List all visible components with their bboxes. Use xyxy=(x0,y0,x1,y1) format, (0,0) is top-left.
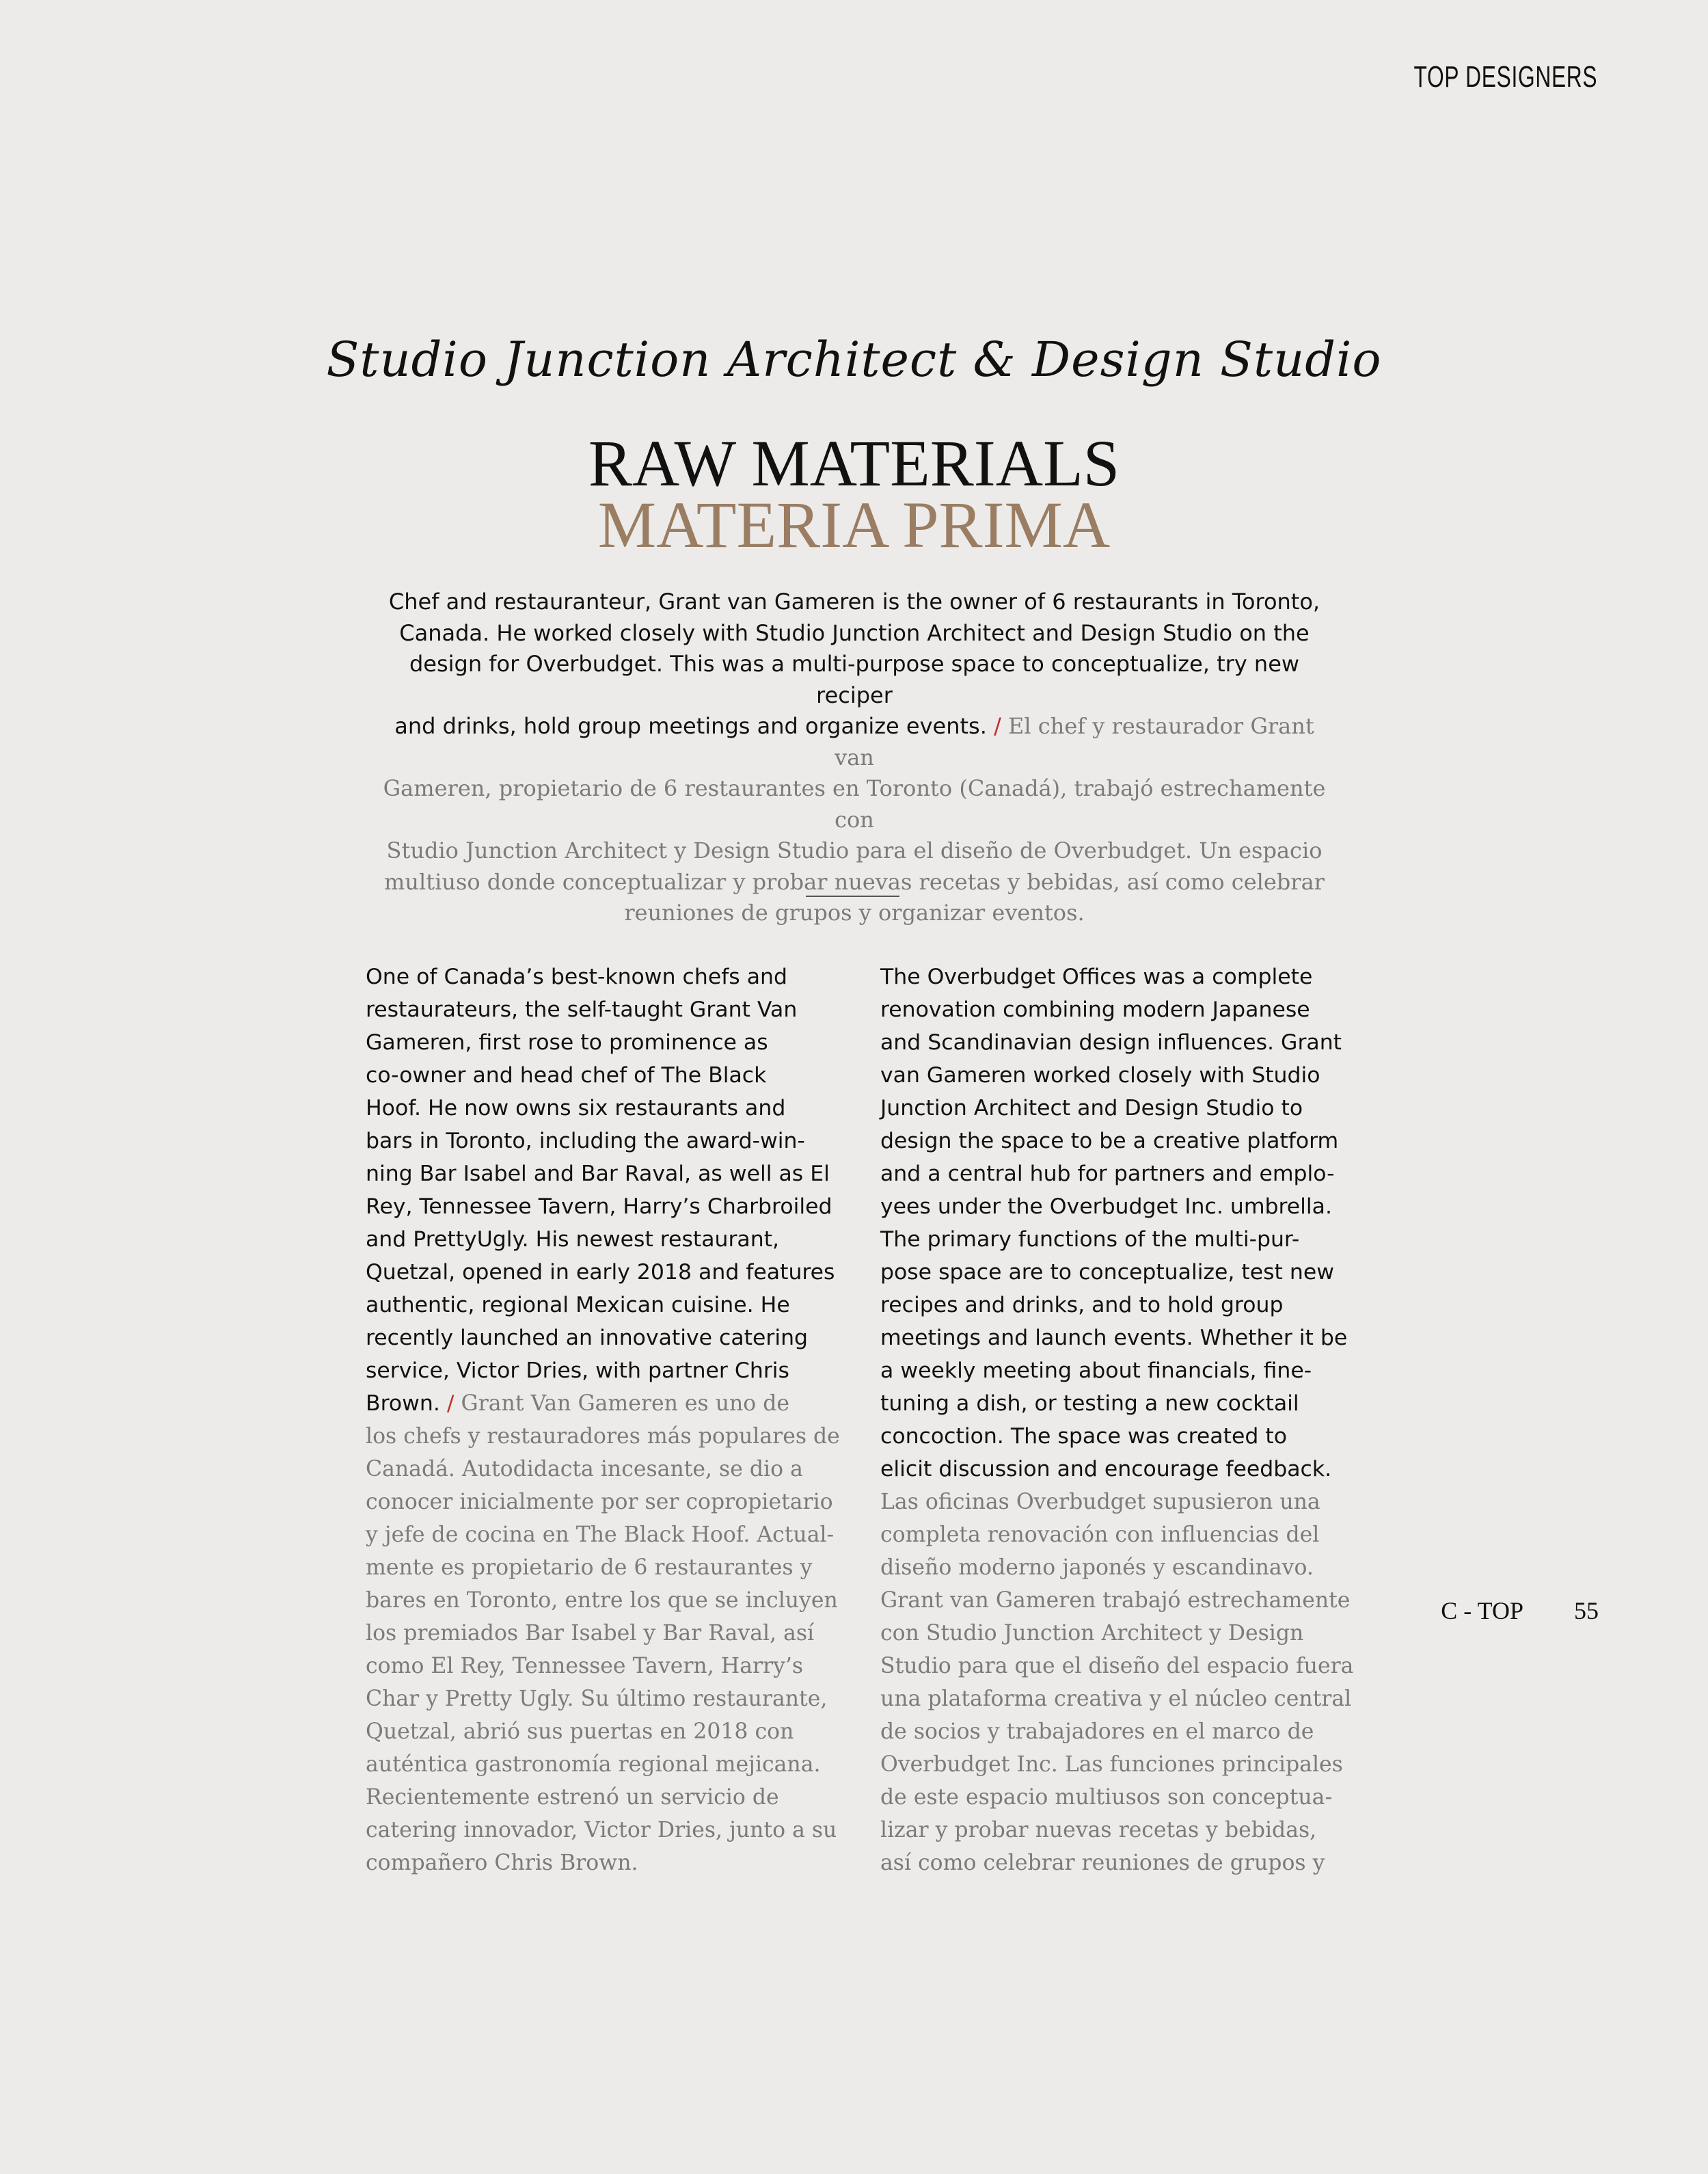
text-line-es: catering innovador, Victor Dries, junto a su xyxy=(366,1818,837,1842)
text-line-es-start: Grant Van Gameren es uno de xyxy=(461,1391,790,1416)
page-number: 55 xyxy=(1574,1597,1599,1624)
text-line-es: Char y Pretty Ugly. Su último restaurante, xyxy=(366,1687,828,1711)
text-line: Gameren, first rose to prominence as xyxy=(366,1030,768,1055)
intro-paragraph xyxy=(379,587,1329,929)
text-line: co-owner and head chef of The Black xyxy=(366,1063,767,1088)
text-line: design the space to be a creative platform xyxy=(880,1129,1339,1153)
text-line-es: conocer inicialmente por ser copropietario xyxy=(366,1490,833,1514)
text-line: and PrettyUgly. His newest restaurant, xyxy=(366,1227,780,1252)
text-line: authentic, regional Mexican cuisine. He xyxy=(366,1293,790,1317)
text-line-es: Grant van Gameren trabajó estrechamente xyxy=(880,1588,1351,1613)
text-line-es: de este espacio multiusos son conceptua- xyxy=(880,1785,1333,1810)
text-line-en-end: Brown. xyxy=(366,1391,440,1416)
intro-line: Canada. He worked closely with Studio Junction Architect and Design Studio on the xyxy=(399,619,1310,646)
language-separator: / xyxy=(446,1391,455,1416)
text-line-es: los premiados Bar Isabel y Bar Raval, así xyxy=(366,1621,815,1646)
intro-line-es: multiuso donde conceptualizar y probar nuevas recetas y bebidas, así como celebrar xyxy=(384,868,1325,895)
text-line-es: diseño moderno japonés y escandinavo. xyxy=(880,1555,1314,1580)
text-line-es: así como celebrar reuniones de grupos y xyxy=(880,1851,1325,1875)
text-line: recipes and drinks, and to hold group xyxy=(880,1293,1284,1317)
text-line: Junction Architect and Design Studio to xyxy=(880,1096,1303,1120)
text-line-es: Studio para que el diseño del espacio fuera xyxy=(880,1654,1354,1678)
text-line: pose space are to conceptualize, test new xyxy=(880,1260,1335,1285)
intro-line-es: Studio Junction Architect y Design Studio para el diseño de Overbudget. Un espacio xyxy=(386,837,1323,863)
text-line-es: Recientemente estrenó un servicio de xyxy=(366,1785,779,1810)
intro-line: Chef and restauranteur, Grant van Gameren is the owner of 6 restaurants in Toronto, xyxy=(388,589,1320,615)
title-spanish: MATERIA PRIMA xyxy=(597,488,1111,561)
text-line-es: auténtica gastronomía regional mejicana. xyxy=(366,1752,821,1777)
text-line-es: Quetzal, abrió sus puertas en 2018 con xyxy=(366,1719,794,1744)
text-line: meetings and launch events. Whether it be xyxy=(880,1326,1348,1350)
divider xyxy=(806,896,899,897)
text-line: recently launched an innovative catering xyxy=(366,1326,809,1350)
intro-line xyxy=(379,711,1329,773)
title-english: RAW MATERIALS xyxy=(588,427,1120,500)
text-line: renovation combining modern Japanese xyxy=(880,997,1310,1022)
text-line: tuning a dish, or testing a new cocktail xyxy=(880,1391,1299,1416)
text-line: elicit discussion and encourage feedback. xyxy=(880,1457,1332,1481)
text-line: Rey, Tennessee Tavern, Harry’s Charbroiled xyxy=(366,1194,832,1219)
intro-line-text: and drinks, hold group meetings and organize events. xyxy=(394,713,987,739)
language-separator: / xyxy=(994,713,1001,739)
text-line-es: Canadá. Autodidacta incesante, se dio a xyxy=(366,1457,803,1481)
body-column-left xyxy=(366,961,840,1879)
text-line: yees under the Overbudget Inc. umbrella. xyxy=(880,1194,1332,1219)
text-line: Quetzal, opened in early 2018 and features xyxy=(366,1260,835,1285)
text-line-es: lizar y probar nuevas recetas y bebidas, xyxy=(880,1818,1317,1842)
text-line-es: Las oficinas Overbudget supusieron una xyxy=(880,1490,1320,1514)
text-line: and Scandinavian design influences. Grant xyxy=(880,1030,1342,1055)
text-line: restaurateurs, the self-taught Grant Van xyxy=(366,997,798,1022)
text-line: The primary functions of the multi-pur- xyxy=(880,1227,1300,1252)
text-line-es: Overbudget Inc. Las funciones principales xyxy=(880,1752,1343,1777)
text-line-es: completa renovación con influencias del xyxy=(880,1522,1320,1547)
text-line-es: mente es propietario de 6 restaurantes y xyxy=(366,1555,813,1580)
text-line-es: bares en Toronto, entre los que se incluyen xyxy=(366,1588,838,1613)
intro-line: design for Overbudget. This was a multi-purpose space to conceptualize, try new reciper xyxy=(409,651,1300,708)
footer-brand: C - TOP xyxy=(1441,1597,1523,1624)
text-line-es: con Studio Junction Architect y Design xyxy=(880,1621,1304,1646)
section-tag: TOP DESIGNERS xyxy=(1413,60,1597,94)
text-line: a weekly meeting about financials, fine- xyxy=(880,1358,1312,1383)
text-line: van Gameren worked closely with Studio xyxy=(880,1063,1320,1088)
text-line-es: como El Rey, Tennessee Tavern, Harry’s xyxy=(366,1654,804,1678)
text-line: The Overbudget Offices was a complete xyxy=(880,965,1313,989)
text-line-es: una plataforma creativa y el núcleo central xyxy=(880,1687,1352,1711)
text-line: One of Canada’s best-known chefs and xyxy=(366,965,787,989)
text-line: Hoof. He now owns six restaurants and xyxy=(366,1096,786,1120)
text-line xyxy=(366,1387,837,1420)
text-line-es: compañero Chris Brown. xyxy=(366,1851,638,1875)
text-line: and a central hub for partners and emplo- xyxy=(880,1162,1335,1186)
intro-spanish-start: El chef y restaurador Grant van xyxy=(835,713,1314,770)
text-line-es: de socios y trabajadores en el marco de xyxy=(880,1719,1314,1744)
text-line: bars in Toronto, including the award-win- xyxy=(366,1129,805,1153)
intro-line-es: reuniones de grupos y organizar eventos. xyxy=(624,900,1085,926)
text-line: service, Victor Dries, with partner Chris xyxy=(366,1358,789,1383)
intro-line-es: Gameren, propietario de 6 restaurantes en Toronto (Canadá), trabajó estrechamente con xyxy=(383,775,1326,833)
text-line: concoction. The space was created to xyxy=(880,1424,1287,1449)
text-line-es: los chefs y restauradores más populares de xyxy=(366,1424,840,1449)
text-line: ning Bar Isabel and Bar Raval, as well as El xyxy=(366,1162,830,1186)
text-line-es: y jefe de cocina en The Black Hoof. Actual- xyxy=(366,1522,835,1547)
studio-name: Studio Junction Architect & Design Studio xyxy=(326,332,1382,388)
body-column-right xyxy=(880,961,1352,1879)
